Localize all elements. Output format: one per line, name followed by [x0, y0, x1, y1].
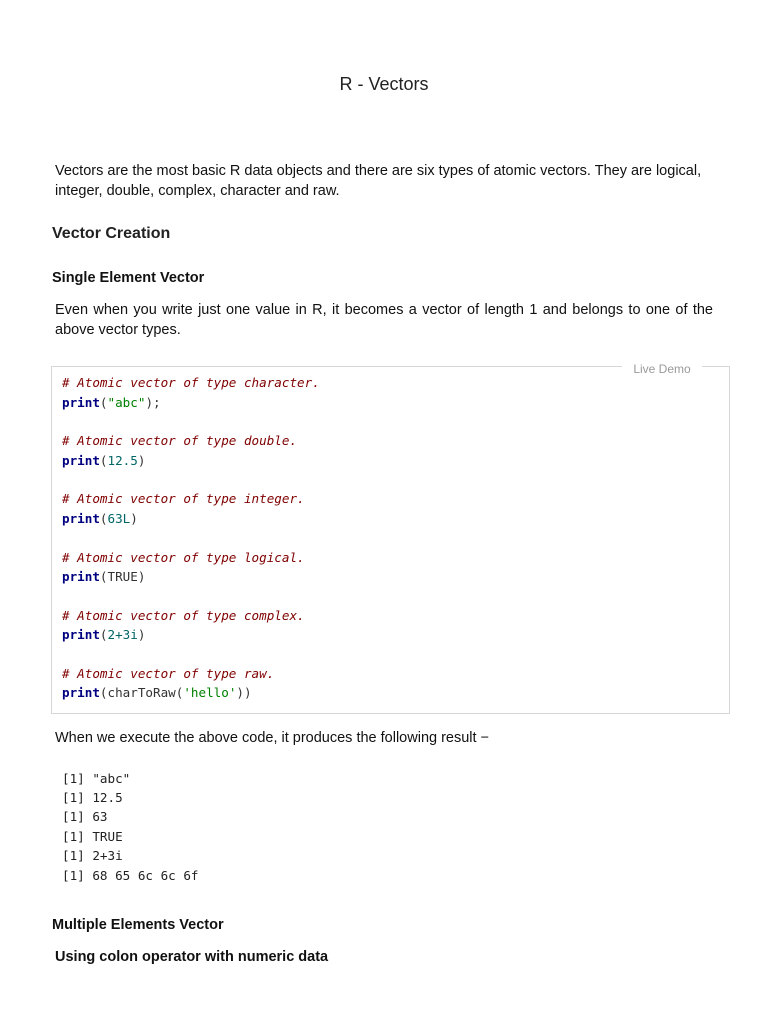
code-function: print — [62, 395, 100, 410]
heading-colon-operator: Using colon operator with numeric data — [55, 949, 329, 965]
code-statement-line — [62, 626, 145, 644]
code-punctuation: ( — [99, 569, 108, 584]
output-line: [1] 63 — [62, 809, 108, 824]
output-line: [1] "abc" — [62, 771, 131, 786]
page-title: R - Vectors — [339, 74, 429, 94]
code-number: 63L — [107, 511, 131, 526]
result-intro-paragraph: When we execute the above code, it produces the following result − — [55, 730, 490, 746]
code-comment: # Atomic vector of type raw. — [62, 666, 275, 681]
code-number: 2+3i — [107, 627, 138, 642]
code-comment: # Atomic vector of type complex. — [62, 608, 305, 623]
code-punctuation: ) — [137, 453, 146, 468]
code-function: print — [62, 685, 100, 700]
code-comment-line — [62, 490, 305, 508]
code-punctuation: )) — [236, 685, 252, 700]
code-statement-line — [62, 510, 138, 528]
code-punctuation: ( — [99, 511, 108, 526]
code-comment-line — [62, 607, 305, 625]
code-string: "abc" — [107, 395, 146, 410]
code-number: 12.5 — [107, 453, 138, 468]
code-string: 'hello' — [183, 685, 237, 700]
code-punctuation: (charToRaw( — [99, 685, 184, 700]
code-comment-line — [62, 374, 320, 392]
intro-paragraph: Vectors are the most basic R data objects and there are six types of atomic vectors. They are logical, integer, double, complex, character and raw. — [55, 163, 702, 199]
live-demo-link[interactable]: Live Demo — [622, 362, 702, 376]
code-punctuation: ( — [99, 627, 108, 642]
code-function: print — [62, 453, 100, 468]
code-comment: # Atomic vector of type integer. — [62, 491, 305, 506]
code-literal: TRUE — [107, 569, 138, 584]
code-comment: # Atomic vector of type logical. — [62, 550, 305, 565]
code-comment: # Atomic vector of type character. — [62, 375, 320, 390]
code-statement-line — [62, 452, 145, 470]
code-function: print — [62, 627, 100, 642]
output-line: [1] 2+3i — [62, 848, 123, 863]
code-comment: # Atomic vector of type double. — [62, 433, 298, 448]
output-line: [1] TRUE — [62, 829, 123, 844]
section-heading-vector-creation: Vector Creation — [52, 225, 171, 242]
code-block — [51, 366, 730, 714]
code-punctuation: ) — [137, 569, 146, 584]
code-function: print — [62, 511, 100, 526]
code-function: print — [62, 569, 100, 584]
code-punctuation: ); — [145, 395, 161, 410]
output-line: [1] 68 65 6c 6c 6f — [62, 868, 199, 883]
code-punctuation: ) — [130, 511, 138, 526]
code-comment-line — [62, 549, 305, 567]
code-punctuation: ( — [99, 395, 108, 410]
subsection-heading-single-element: Single Element Vector — [52, 270, 205, 286]
subsection-heading-multiple-elements: Multiple Elements Vector — [52, 917, 224, 933]
code-statement-line — [62, 394, 161, 412]
output-line: [1] 12.5 — [62, 790, 123, 805]
code-punctuation: ( — [99, 453, 108, 468]
code-comment-line — [62, 665, 274, 683]
subsection-paragraph: Even when you write just one value in R, it becomes a vector of length 1 and belongs to one of the above vector types. — [55, 302, 713, 338]
code-statement-line — [62, 568, 145, 586]
code-punctuation: ) — [137, 627, 146, 642]
code-statement-line — [62, 684, 252, 702]
code-comment-line — [62, 432, 297, 450]
